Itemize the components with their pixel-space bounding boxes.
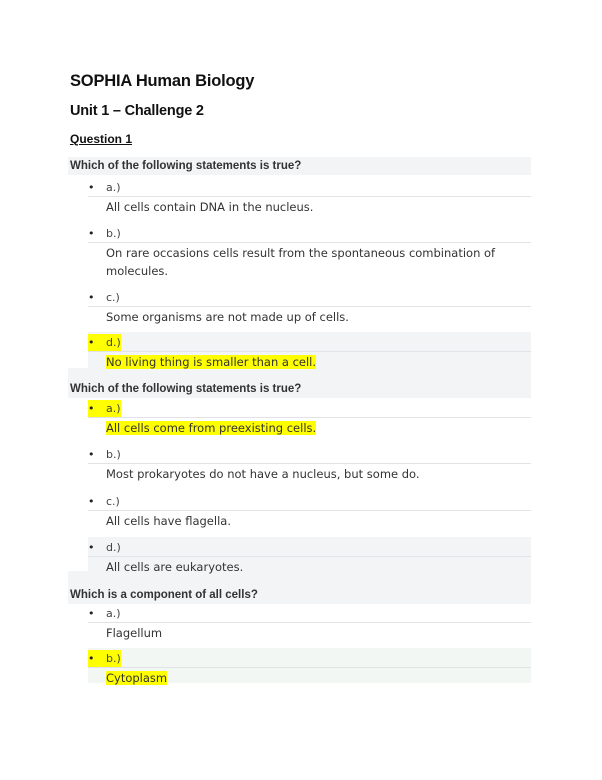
question-2-option-c[interactable] (88, 493, 531, 530)
question-1-option-c[interactable] (88, 289, 531, 326)
option-text-highlighted: All cells come from preexisting cells. (106, 421, 317, 435)
option-text: Some organisms are not made up of cells. (106, 310, 349, 324)
section-label-question-1: Question 1 (70, 132, 133, 146)
option-text: Flagellum (106, 626, 163, 640)
option-letter: c.) (106, 495, 120, 508)
bullet-icon: • (88, 227, 95, 240)
option-letter: a.) (106, 607, 121, 620)
option-text-highlighted: Cytoplasm (106, 671, 168, 685)
bullet-icon: • (88, 541, 95, 554)
option-text: All cells contain DNA in the nucleus. (106, 200, 314, 214)
bullet-icon: • (88, 334, 106, 351)
question-2-option-d[interactable] (88, 539, 531, 576)
question-3-prompt: Which is a component of all cells? (68, 586, 531, 604)
option-letter: c.) (106, 291, 120, 304)
question-2-prompt: Which of the following statements is true? (68, 380, 531, 398)
question-1-option-a[interactable] (88, 179, 531, 216)
bullet-icon: • (88, 291, 95, 304)
option-letter: d.) (106, 541, 121, 554)
bullet-icon: • (88, 495, 95, 508)
option-letter: b.) (106, 227, 121, 240)
bullet-icon: • (88, 607, 95, 620)
document-subtitle: Unit 1 – Challenge 2 (70, 103, 204, 119)
question-1-option-b[interactable] (88, 225, 531, 280)
question-1-prompt: Which of the following statements is true? (68, 157, 531, 175)
option-text: Most prokaryotes do not have a nucleus, but some do. (106, 467, 420, 481)
option-letter: d.) (106, 336, 121, 349)
bullet-icon: • (88, 448, 95, 461)
option-letter: b.) (106, 448, 121, 461)
option-text: All cells are eukaryotes. (106, 560, 244, 574)
question-2-option-b[interactable] (88, 446, 531, 483)
option-text: On rare occasions cells result from the spontaneous combination of molecules. (106, 246, 496, 278)
question-3-option-a[interactable] (88, 605, 531, 642)
option-letter: b.) (106, 652, 121, 665)
bullet-icon: • (88, 650, 106, 667)
question-3-option-b[interactable] (88, 650, 531, 687)
option-letter: a.) (106, 402, 121, 415)
option-text: All cells have flagella. (106, 514, 231, 528)
bullet-icon: • (88, 400, 106, 417)
question-1-option-d[interactable] (88, 334, 531, 371)
question-2-option-a[interactable] (88, 400, 531, 437)
option-text-highlighted: No living thing is smaller than a cell. (106, 355, 317, 369)
document-title: SOPHIA Human Biology (70, 72, 255, 90)
option-letter: a.) (106, 181, 121, 194)
bullet-icon: • (88, 181, 95, 194)
